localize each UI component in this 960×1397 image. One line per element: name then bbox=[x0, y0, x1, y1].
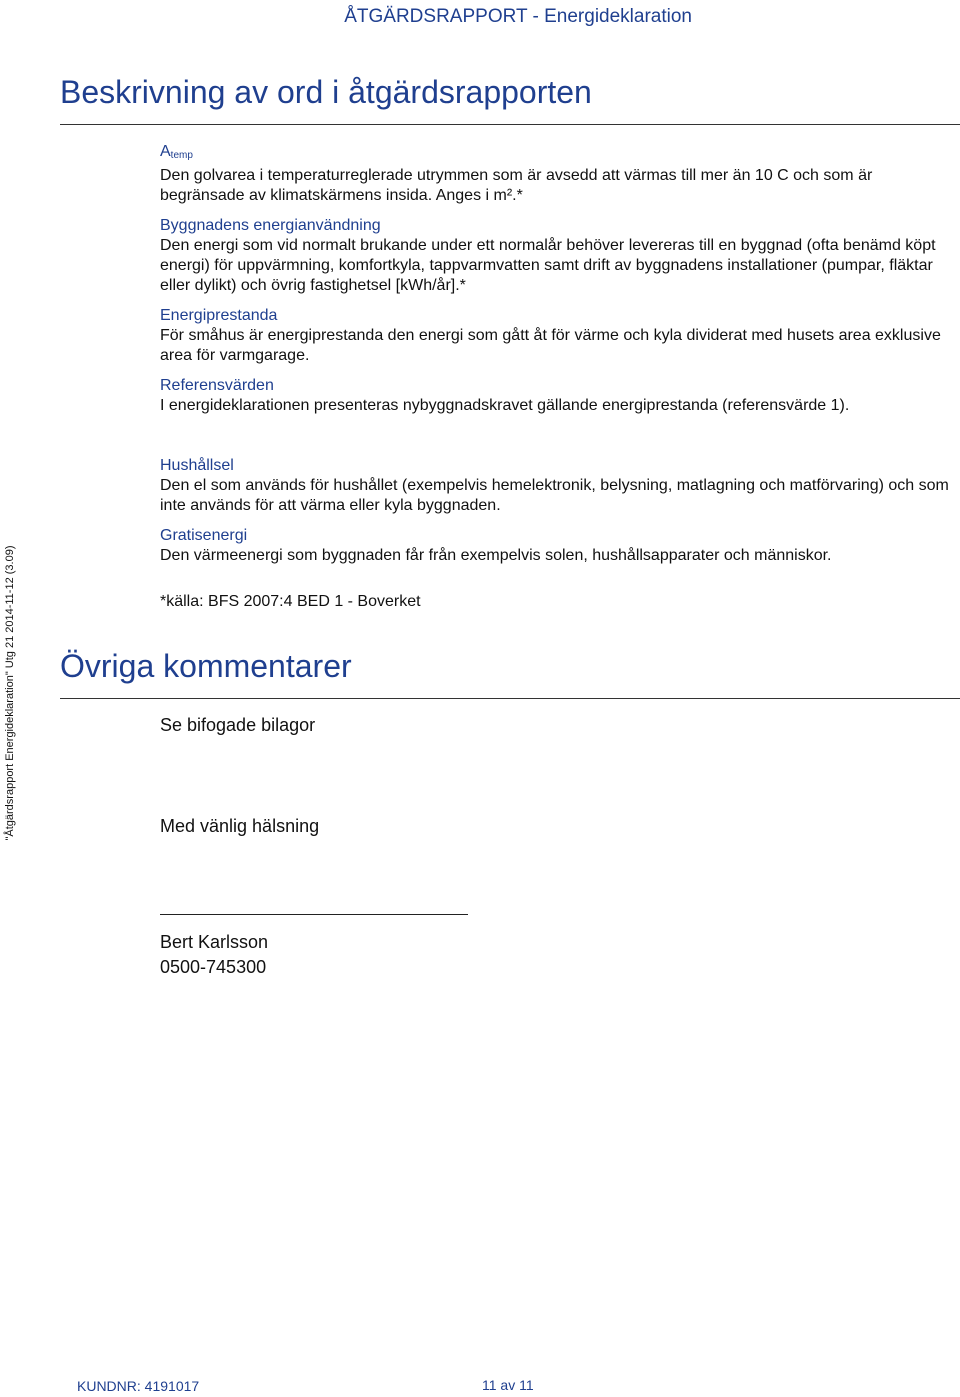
glossary-term-referensvarden: Referensvärden bbox=[160, 377, 274, 394]
glossary-definition-energiprestanda: För småhus är energiprestanda den energi som gått åt för värme och kyla dividerat med husets area exklusive area för varmgarage. bbox=[160, 327, 941, 364]
document-version-text: "Åtgärdsrapport Energideklaration" Utg 21 2014-11-12 (3.09) bbox=[4, 545, 16, 841]
greeting: Med vänlig hälsning bbox=[160, 816, 320, 836]
glossary-term-gratisenergi: Gratisenergi bbox=[160, 527, 248, 544]
glossary-term-energiprestanda: Energiprestanda bbox=[160, 307, 278, 324]
signature-line bbox=[160, 914, 468, 915]
glossary-term-atemp-sub: temp bbox=[170, 150, 193, 161]
glossary-term-energianvandning: Byggnadens energianvändning bbox=[160, 217, 381, 234]
section-divider bbox=[60, 124, 960, 125]
attachments-note: Se bifogade bilagor bbox=[160, 715, 316, 735]
glossary-definition-referensvarden: I energideklarationen presenteras nybyggnadskravet gällande energiprestanda (referensvärde 1). bbox=[160, 397, 850, 414]
page-number: 11 av 11 bbox=[482, 1377, 534, 1393]
section-title-comments: Övriga kommentarer bbox=[60, 648, 352, 684]
section-divider bbox=[60, 698, 960, 699]
glossary-definition-energianvandning: Den energi som vid normalt brukande under ett normalår behöver levereras till en byggnad (ofta benämd köpt energi) för uppvärmning, komfortkyla, tappvarmvatten samt drift av byggnadens installationer (pumpar, fläktar eller dylikt) och övrig fastighetsel [kWh/år].* bbox=[160, 237, 936, 294]
glossary-term-atemp-main: A bbox=[160, 143, 171, 160]
spacer bbox=[160, 426, 960, 456]
glossary-term-atemp bbox=[160, 142, 960, 166]
glossary-definition-atemp: Den golvarea i temperaturreglerade utrymmen som är avsedd att värmas till mer än 10 C och som är begränsade av klimatskärmens insida. Anges i m².* bbox=[160, 167, 873, 204]
glossary-source: *källa: BFS 2007:4 BED 1 - Boverket bbox=[160, 593, 421, 610]
customer-number: KUNDNR: 4191017 bbox=[77, 1378, 200, 1394]
signer-phone: 0500-745300 bbox=[160, 957, 267, 977]
section-title-glossary: Beskrivning av ord i åtgärdsrapporten bbox=[60, 74, 592, 110]
document-version-sidebar bbox=[0, 542, 20, 852]
glossary-definition-hushallsel: Den el som används för hushållet (exempelvis hemelektronik, belysning, matlagning och matförvaring) och som inte används för att värma eller kyla byggnaden. bbox=[160, 477, 949, 514]
signer-name: Bert Karlsson bbox=[160, 932, 269, 952]
glossary-definition-gratisenergi: Den värmeenergi som byggnaden får från exempelvis solen, hushållsapparater och människor. bbox=[160, 547, 832, 564]
glossary-list bbox=[160, 142, 960, 622]
header-title: ÅTGÄRDSRAPPORT - Energideklaration bbox=[344, 6, 692, 27]
glossary-term-hushallsel: Hushållsel bbox=[160, 457, 234, 474]
